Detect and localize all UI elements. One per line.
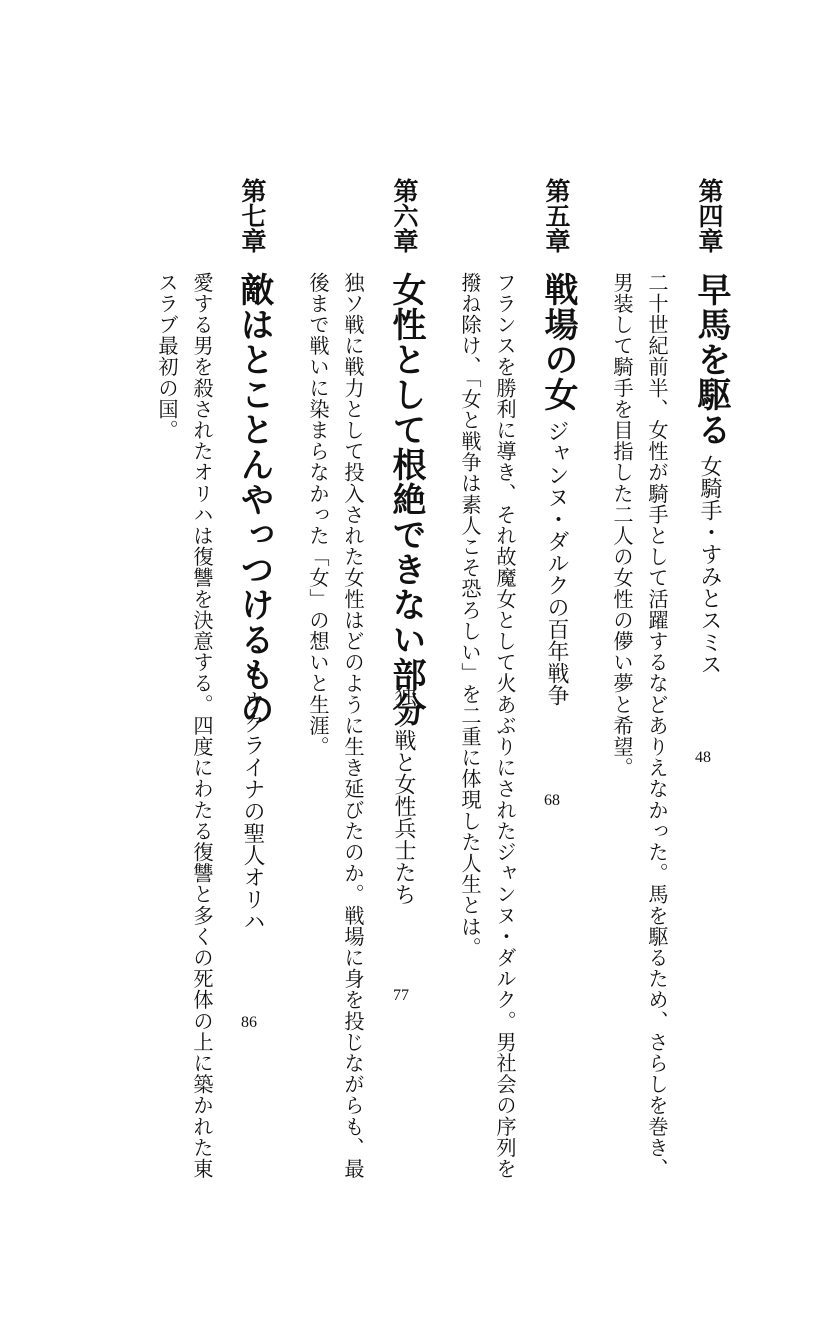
chapter-6-description: 独ソ戦に戦力として投入された女性はどのように生き延びたのか。戦場に身を投じながらも、最後まで戦いに染まらなかった「女」の想いと生涯。 (306, 272, 365, 1180)
chapter-6-label: 第六章 (390, 178, 419, 253)
chapter-4-title: 早馬を駆る (691, 272, 731, 447)
chapter-7-description: 愛する男を殺されたオリハは復讐を決意する。四度にわたる復讐と多くの死体の上に築かれた東スラブ最初の国。 (155, 272, 214, 1180)
chapter-7-subtitle: ウクライナの聖人オリハ (240, 690, 265, 932)
chapter-6-title: 女性として根絶できない部分 (386, 272, 426, 727)
chapter-7-title: 敵はとことんやっつけるもの (234, 272, 274, 727)
chapter-6-subtitle: 独ソ戦と女性兵士たち (391, 685, 416, 905)
chapter-5-subtitle: ジャンヌ・ダルクの百年戦争 (544, 420, 569, 706)
chapter-6-page-number: 77 (393, 987, 409, 1004)
chapter-5-label: 第五章 (542, 178, 571, 253)
chapter-4-subtitle: 女騎手・すみとスミス (697, 455, 722, 675)
chapter-5-title: 戦場の女 (538, 272, 578, 412)
chapter-4-page-number: 48 (695, 749, 711, 766)
chapter-5-page-number: 68 (544, 792, 560, 809)
chapter-5-description: フランスを勝利に導き、それ故魔女として火あぶりにされたジャンヌ・ダルク。男社会の序列を撥ね除け、「女と戦争は素人こそ恐ろしい」を二重に体現した人生とは。 (458, 272, 517, 1180)
chapter-4-description: 二十世紀前半、女性が騎手として活躍するなどありえなかった。馬を駆るため、さらしを巻き、男装して騎手を目指した二人の女性の儚い夢と希望。 (610, 272, 669, 1180)
chapter-7-label: 第七章 (238, 178, 267, 253)
chapter-4-label: 第四章 (695, 178, 724, 253)
chapter-7-page-number: 86 (241, 1014, 257, 1031)
